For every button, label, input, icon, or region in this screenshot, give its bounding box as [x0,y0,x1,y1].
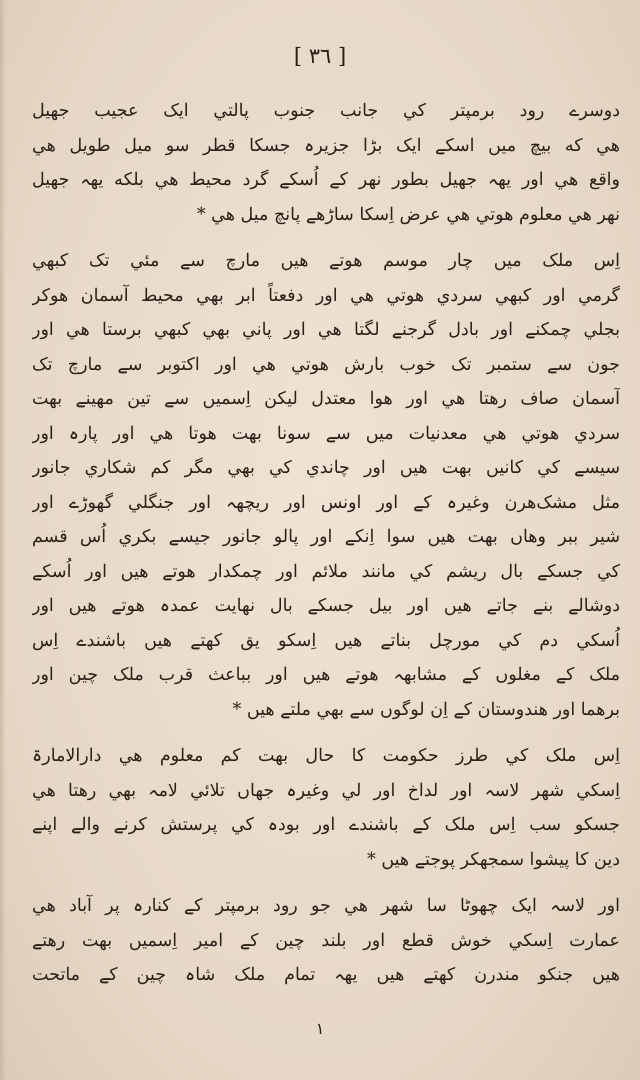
text-line: برهما اور هندوستان کے اِن لوگوں سے بهي ملتے هيں * [232,699,620,720]
text-line: بجلي چمکنے اور بادل گرجنے لگتا هي اور پاني بهي کبهي برستا هي اور [32,320,620,340]
text-line: هي که بيچ ميں اسکے ايک بڑا جزيرہ جسکا قطر سو ميل طويل هي [32,135,620,156]
text-line: سردي هوتي هي معدنيات ميں سے سونا بهت هوتا هي اور پارہ اور [32,423,620,444]
text-line: واقع هي اور يهہ جهيل بطور نهر کے اُسکے گرد محيط هي بلکه يهہ جهيل [32,170,620,190]
page-number: [ ٣٦ ] [293,44,347,68]
text-line: اِس ملک کي طرز حکومت کا حال بهت کم معلوم هي دارالامارۃ [32,746,620,766]
text-line: اِس ملک ميں چار موسم هوتے هيں مارچ سے مئي تک کبهي [32,251,620,271]
page-edge-shadow [0,0,6,1080]
text-line: جسکو سب اِس ملک کے باشندے اور بودہ کي پرستش کرنے والے اپنے [32,815,620,835]
text-line: عمارت اِسکي خوش قطع اور بلند چين کے امير اِسميں بهت رهتے [32,930,620,951]
paragraph-2 [32,244,620,727]
paragraph-4 [32,889,620,993]
text-line: سيسے کي کانيں بهت هيں اور چاندي کي بهي مگر کم شکاري جانور [32,458,620,478]
text-line: هيں جنکو مندرن کهتے هيں يهہ تمام ملک شاہ چين کے ماتحت [32,965,620,985]
text-line: گرمي اور کبهي سردي هوتي هي اور دفعتاً ابر بهي محيط آسمان هوکر [32,285,620,306]
body-text [32,94,620,1005]
text-line: ملک کے مغلوں کے مشابهہ هوتے هيں اور بباعث قرب ملک چين اور [32,665,620,685]
text-line: نهر هي معلوم هوتي هي عرض اِسکا ساڑهے پانچ ميل هي * [196,204,620,225]
text-line: شير ببر وهاں بهت هيں سوا اِنکے اور پالو جانور جيسے بکري اُس قسم [32,527,620,547]
text-line: دوشالے بنے جاتے هيں اور بيل جسکے بال نهايت عمدہ هوتے هيں اور [32,596,620,616]
text-line: اُسکي دم کي مورچل بناتے هيں اِسکو يق کهتے هيں باشندے اِس [32,630,620,651]
text-line: کي جسکے بال ريشم کي مانند ملائم اور چمکدار هوتے هيں اور اُسکے [32,561,620,582]
signature-mark: ١ [315,1019,325,1038]
text-line: دين کا پيشوا سمجهکر پوجتے هيں * [367,849,620,870]
text-line: اِسکي شهر لاسہ اور لداخ اور لي وغيرہ جهاں تلائي لامہ بهي رهتا هي [32,780,620,801]
text-line: جون سے ستمبر تک خوب بارش هوتي هي اور اکتوبر سے مارچ تک [32,354,620,375]
paragraph-3 [32,739,620,877]
text-line: آسمان صاف رهتا هي اور هوا معتدل ليکن اِسميں سے تين مهينے بهت [32,389,620,409]
text-line: دوسرے رود برمپتر کي جانب جنوب پالتي ايک عجيب جهيل [32,101,620,121]
text-line: مثل مشک‌هرن وغيرہ کے اور اونس اور ريچهہ اور جنگلي گهوڑے اور [32,492,620,513]
paragraph-1 [32,94,620,232]
text-line: اور لاسہ ايک چهوٹا سا شهر هي جو رود برمپتر کے کنارہ پر آباد هي [32,896,620,916]
